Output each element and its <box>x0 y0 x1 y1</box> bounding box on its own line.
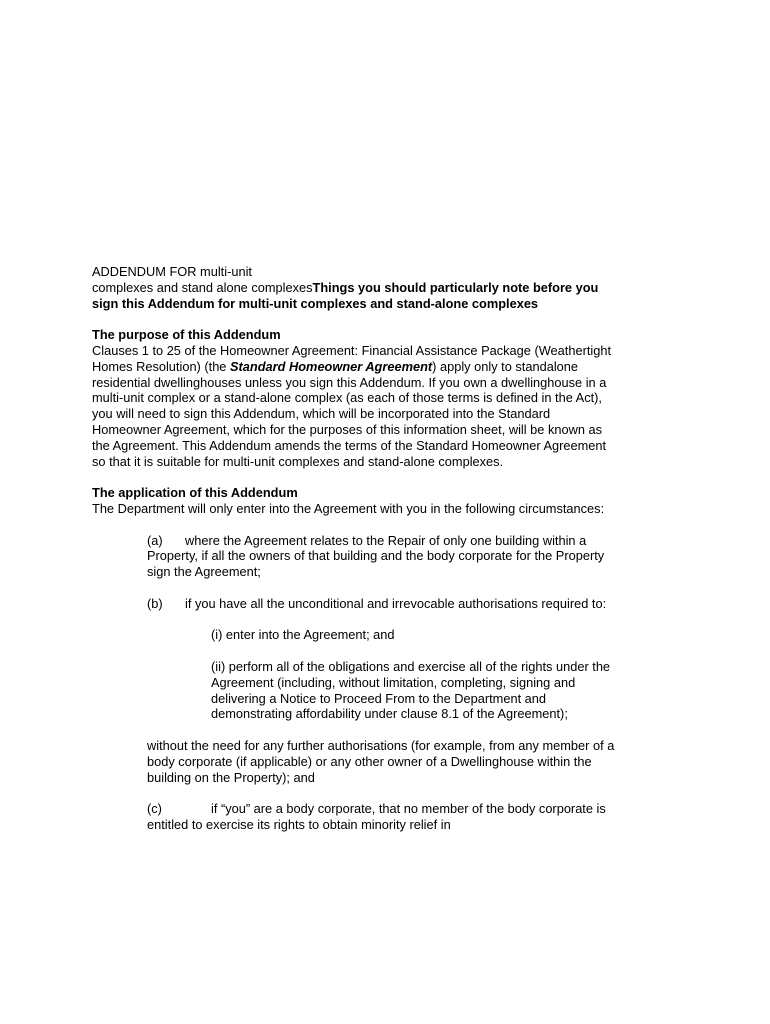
purpose-defined-term: Standard Homeowner Agreement <box>229 358 433 374</box>
purpose-text-before: Clauses 1 to 25 of the Homeowner Agreement: Financial Assistance Package (Weathertight Homes Resolution) (the <box>92 342 612 374</box>
heading-block <box>92 280 622 312</box>
clause-c-label: (c) <box>147 801 162 817</box>
clause-b <box>147 596 622 612</box>
heading-bold-note: Things you should particularly note before you sign this Addendum for multi-unit complexes and stand-alone complexes <box>92 279 599 311</box>
application-title: The application of this Addendum <box>92 485 298 501</box>
clause-a-text: where the Agreement relates to the Repair of only one building within a Property, if all the owners of that building and the body corporate for the Property sign the Agreement; <box>147 532 605 580</box>
clause-a-label: (a) <box>147 532 163 548</box>
without-need-paragraph: without the need for any further authorisations (for example, from any member of a body corporate (if applicable) or any other owner of a Dwellinghouse within the building on the Property); and <box>147 737 615 785</box>
purpose-title: The purpose of this Addendum <box>92 327 281 343</box>
sub-clause-i: (i) enter into the Agreement; and <box>211 627 395 643</box>
heading-line-1: ADDENDUM FOR multi-unit <box>92 264 252 279</box>
purpose-text-after: ) apply only to standalone residential dwellinghouses unless you sign this Addendum. If you own a dwellinghouse in a multi-unit complex or a stand-alone complex (as each of those terms is defined in the Act), you will need to sign this Addendum, which will be incorporated into the Standard Homeowner Agreement, which for the purposes of this information sheet, will be known as the Agreement. This Addendum amends the terms of the Standard Homeowner Agreement so that it is suitable for multi-unit complexes and stand-alone complexes. <box>92 358 607 469</box>
clause-c <box>147 801 622 833</box>
clause-a <box>147 533 622 580</box>
application-intro: The Department will only enter into the Agreement with you in the following circumstances: <box>92 500 605 516</box>
document-body <box>92 264 622 833</box>
clause-b-text: if you have all the unconditional and irrevocable authorisations required to: <box>185 595 607 611</box>
clause-b-label: (b) <box>147 595 163 611</box>
sub-clause-ii: (ii) perform all of the obligations and exercise all of the rights under the Agreement (including, without limitation, completing, signing and delivering a Notice to Proceed From to the Department and demonstrating affordability under clause 8.1 of the Agreement); <box>211 658 611 722</box>
clause-c-text: if “you” are a body corporate, that no member of the body corporate is entitled to exercise its rights to obtain minority relief in <box>147 801 606 832</box>
purpose-paragraph <box>92 343 622 469</box>
heading-line-2: complexes and stand alone complexes <box>92 279 313 295</box>
